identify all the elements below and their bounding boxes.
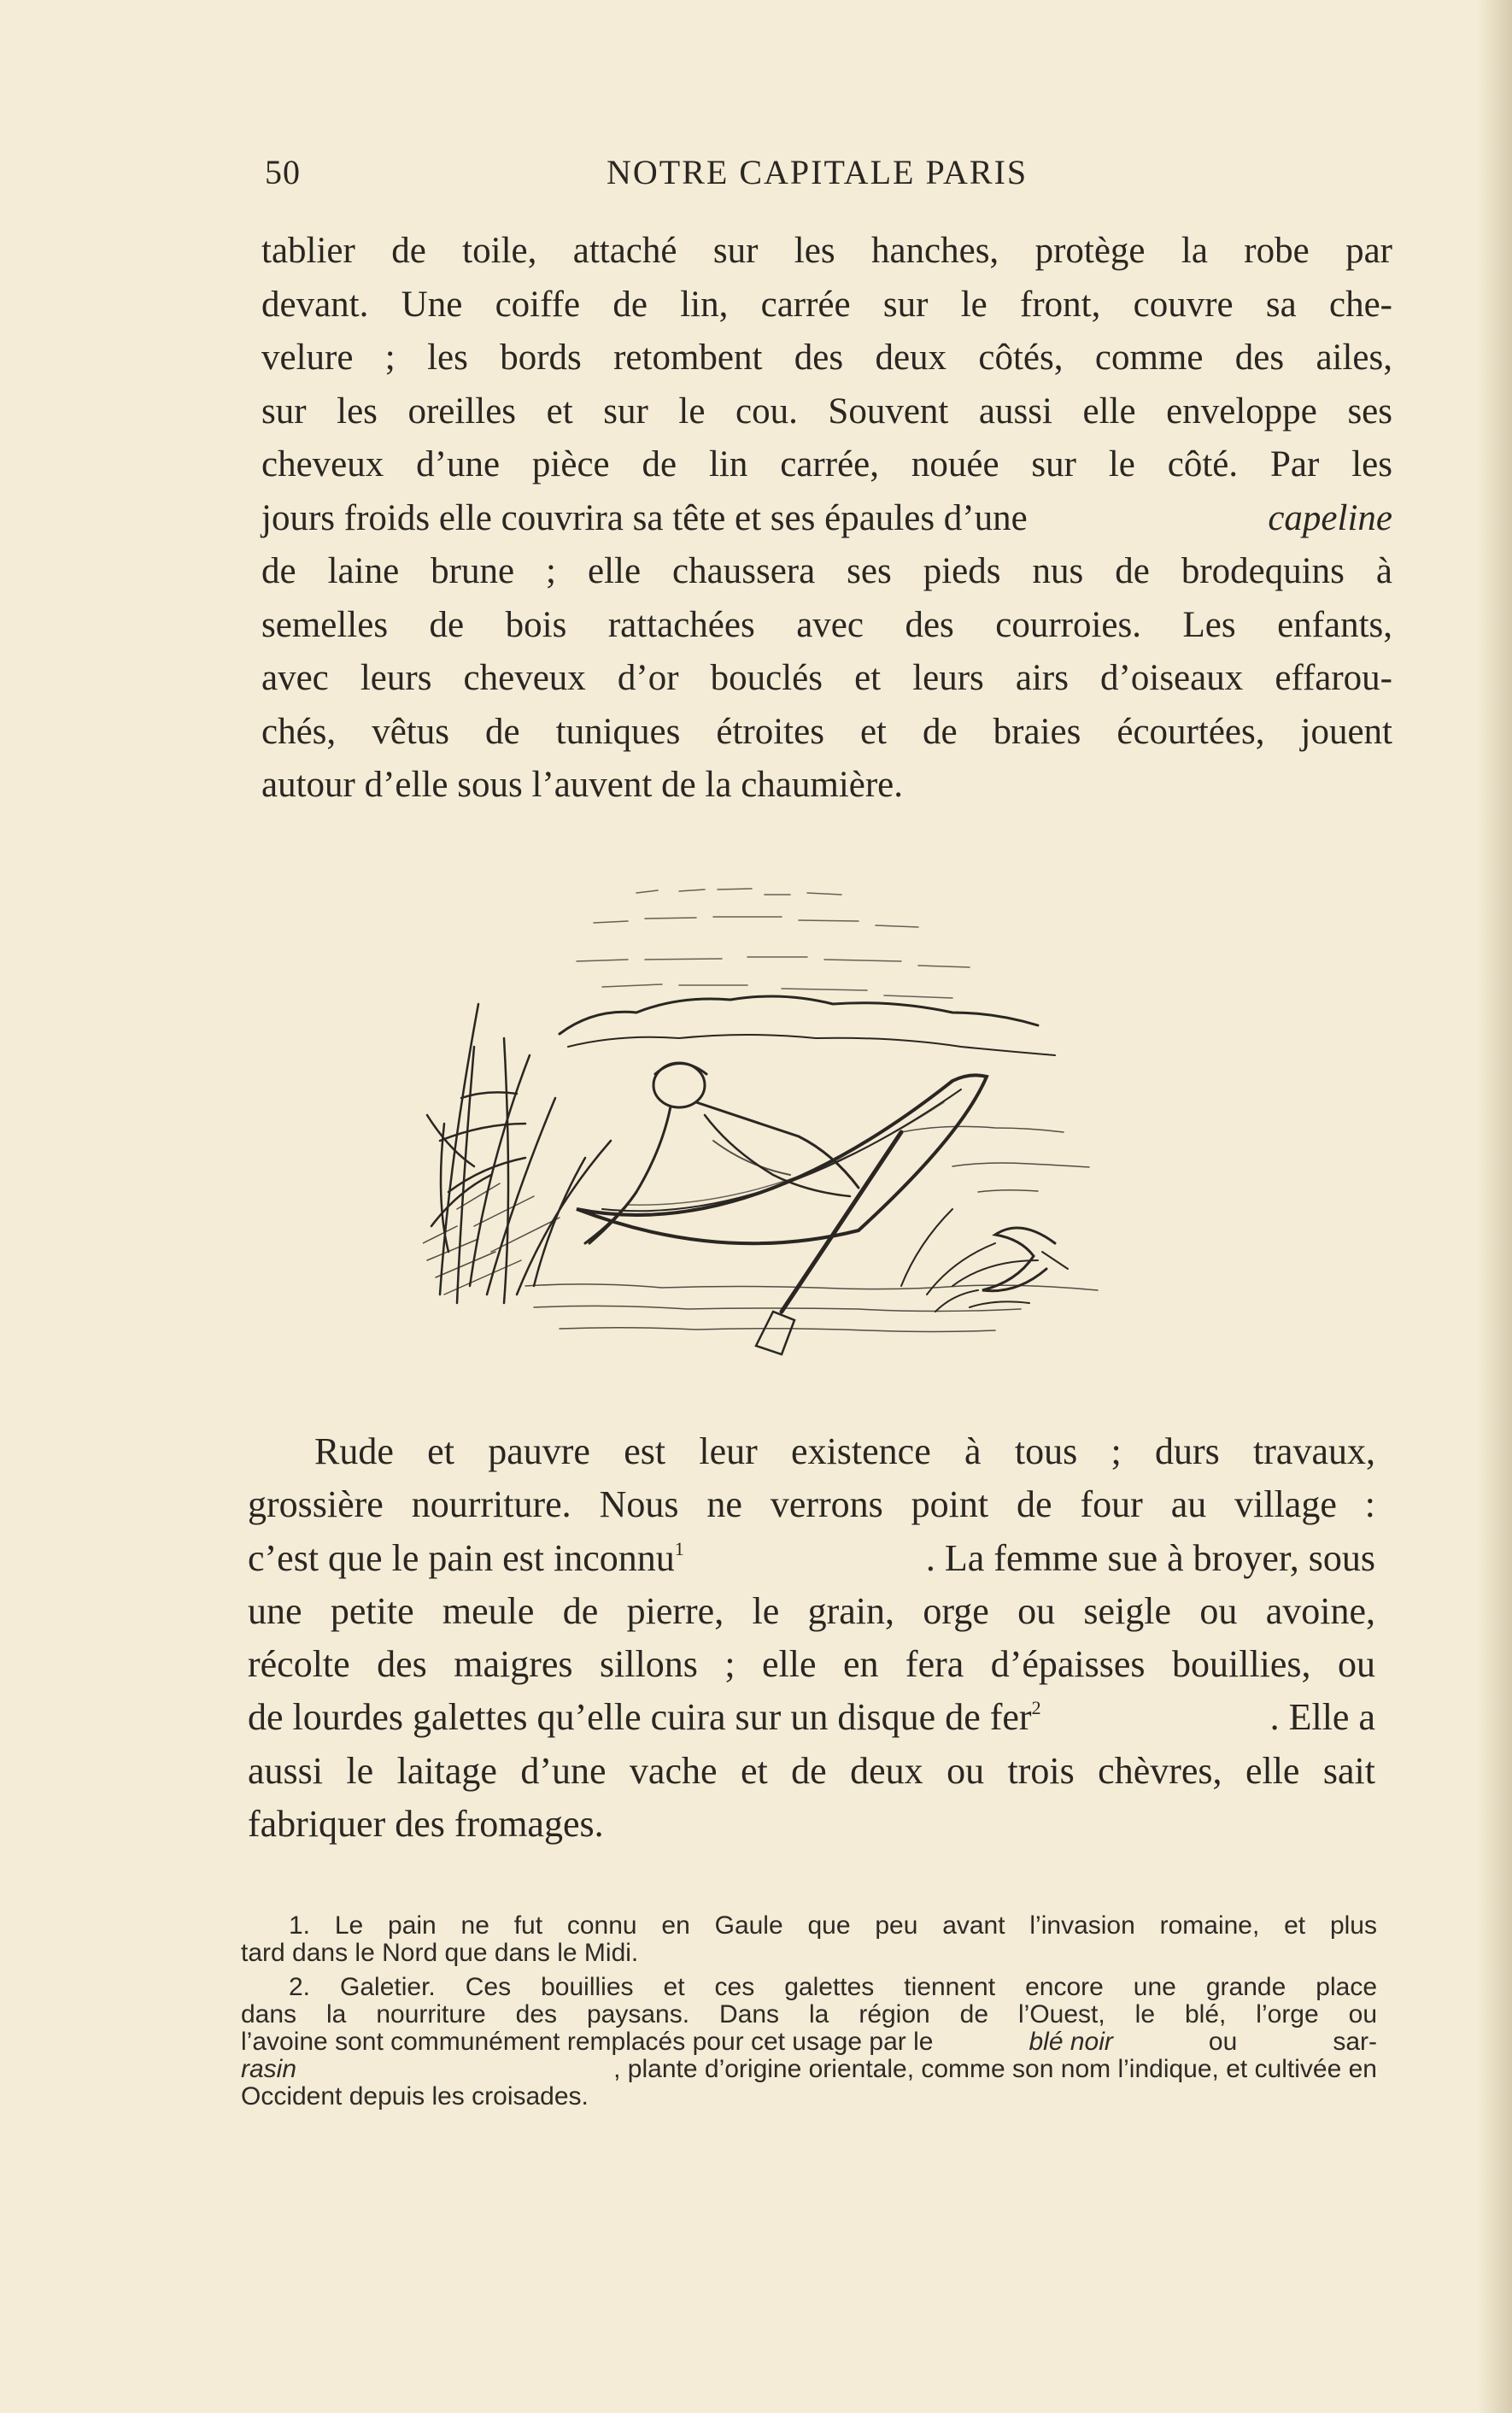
text-line: tablier de toile, attaché sur les hanches, protège la robe par bbox=[261, 231, 1392, 271]
text-line: une petite meule de pierre, le grain, orge ou seigle ou avoine, bbox=[248, 1589, 1375, 1632]
footnote-2 bbox=[241, 1974, 1377, 2111]
text-line bbox=[261, 492, 1392, 546]
footnote-ref-1: 1 bbox=[674, 1537, 684, 1559]
text-line: chés, vêtus de tuniques étroites et de braies écourtées, jouent bbox=[261, 711, 1392, 752]
text-segment: c’est que le pain est inconnu$^1$ bbox=[248, 1536, 684, 1579]
page-edge-shadow bbox=[1478, 0, 1512, 2413]
footnote-line: 2. Galetier. Ces bouillies et ces galettes tiennent encore une grande place bbox=[289, 1973, 1377, 2001]
text-line: grossière nourriture. Nous ne verrons point de four au village : bbox=[248, 1483, 1375, 1526]
footnote-line: rasin , plante d’origine orientale, comme son nom l’indique, et cultivée en bbox=[241, 2055, 1377, 2083]
text-segment: jours froids elle couvrira sa tête et ses épaules d’une bbox=[261, 497, 1028, 538]
footnotes bbox=[241, 1912, 1377, 2117]
footnote-ref-2: 2 bbox=[1031, 1697, 1041, 1719]
text-line: velure ; les bords retombent des deux côtés, comme des ailes, bbox=[261, 338, 1392, 378]
paragraph-2 bbox=[248, 1425, 1375, 1851]
footnote-line: l’avoine sont communément remplacés pour cet usage par le blé noir ou sar- bbox=[241, 2028, 1377, 2056]
footnote-line: dans la nourriture des paysans. Dans la région de l’Ouest, le blé, l’orge ou bbox=[241, 2000, 1377, 2028]
footnote-1 bbox=[241, 1912, 1377, 1967]
italic-word: capeline bbox=[1268, 497, 1392, 538]
text-line: aussi le laitage d’une vache et de deux ou trois chèvres, elle sait bbox=[248, 1749, 1375, 1792]
footnote-line: tard dans le Nord que dans le Midi. bbox=[241, 1939, 639, 1967]
footnote-line: 1. Le pain ne fut connu en Gaule que peu avant l’invasion romaine, et plus bbox=[289, 1911, 1377, 1940]
page-number: 50 bbox=[265, 153, 301, 191]
text-line: de laine brune ; elle chaussera ses pieds nus de brodequins à bbox=[261, 551, 1392, 591]
text-line: devant. Une coiffe de lin, carrée sur le front, couvre sa che- bbox=[261, 284, 1392, 325]
running-title: NOTRE CAPITALE PARIS bbox=[607, 153, 1029, 191]
text-line bbox=[248, 1532, 1375, 1585]
text-line: avec leurs cheveux d’or bouclés et leurs airs d’oiseaux effarou- bbox=[261, 658, 1392, 698]
text-line bbox=[248, 1691, 1375, 1744]
engraving-woman-in-boat-among-reeds-icon bbox=[423, 884, 1192, 1363]
text-line: Rude et pauvre est leur existence à tous ; durs travaux, bbox=[314, 1430, 1375, 1472]
text-segment: de lourdes galettes qu’elle cuira sur un disque de fer$^2$ bbox=[248, 1696, 1041, 1739]
text-line: récolte des maigres sillons ; elle en fera d’épaisses bouillies, ou bbox=[248, 1643, 1375, 1686]
italic-phrase: blé noir bbox=[1029, 2028, 1113, 2056]
text-line: sur les oreilles et sur le cou. Souvent aussi elle enveloppe ses bbox=[261, 390, 1392, 432]
text-segment: . La femme sue à broyer, sous bbox=[925, 1536, 1375, 1579]
footnote-line: Occident depuis les croisades. bbox=[241, 2082, 589, 2111]
text-line: fabriquer des fromages. bbox=[248, 1803, 604, 1846]
text-line: cheveux d’une pièce de lin carrée, nouée sur le côté. Par les bbox=[261, 444, 1392, 484]
page-header bbox=[265, 152, 1059, 203]
text-line: autour d’elle sous l’auvent de la chaumière. bbox=[261, 765, 904, 805]
text-line: semelles de bois rattachées avec des courroies. Les enfants, bbox=[261, 604, 1392, 645]
text-segment: . Elle a bbox=[1269, 1696, 1375, 1739]
paragraph-1 bbox=[261, 225, 1392, 813]
